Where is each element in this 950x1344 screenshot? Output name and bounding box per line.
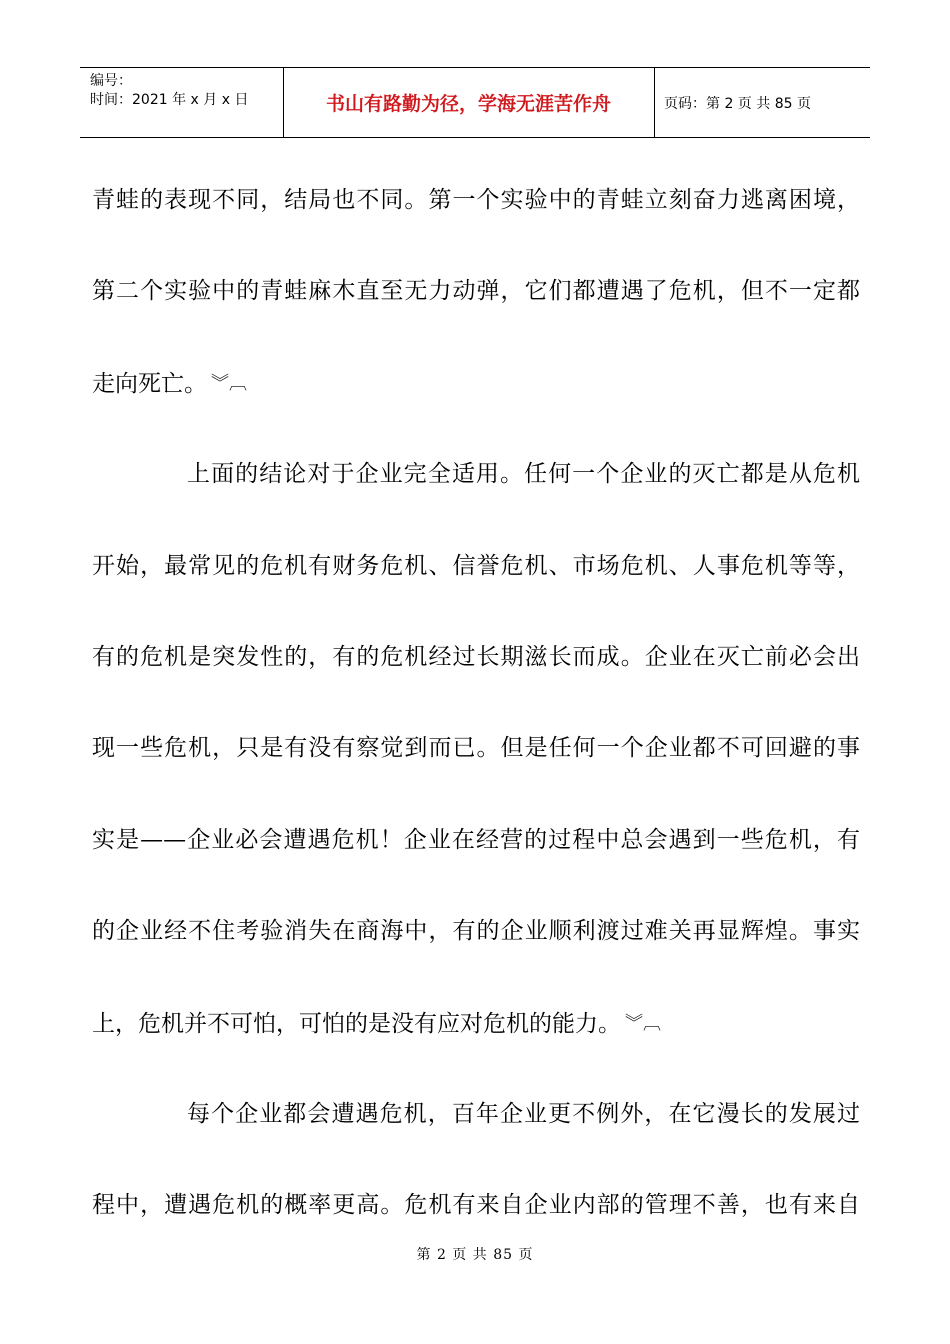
- page-header: [80, 67, 870, 138]
- paragraph-mark-icon: ︾︹: [211, 372, 247, 394]
- document-body: [92, 155, 860, 1252]
- text-line: 的企业经不住考验消失在商海中，有的企业顺利渡过难关再显辉煌。事实: [92, 918, 860, 945]
- header-page-info: 页码：第 2 页 共 85 页: [664, 95, 811, 112]
- text-line: [92, 978, 860, 1069]
- text-line: 上面的结论对于企业完全适用。任何一个企业的灭亡都是从危机: [187, 461, 860, 488]
- date-label: 时间：2021 年 x 月 x 日: [90, 92, 249, 108]
- text-line: [92, 338, 860, 429]
- paragraph-mark-icon: ︾︹: [625, 1012, 661, 1034]
- header-motto: 书山有路勤为径，学海无涯苦作舟: [325, 93, 611, 115]
- text-line: 实是——企业必会遭遇危机！企业在经营的过程中总会遇到一些危机，有: [92, 826, 860, 853]
- header-divider-right: [654, 68, 655, 137]
- text-line-content: 上，危机并不可怕，可怕的是没有应对危机的能力。: [92, 1010, 621, 1037]
- text-line: 第二个实验中的青蛙麻木直至无力动弹，它们都遭遇了危机，但不一定都: [92, 278, 860, 305]
- text-line: 有的危机是突发性的，有的危机经过长期滋长而成。企业在灭亡前必会出: [92, 643, 860, 670]
- text-line-content: 走向死亡。: [92, 370, 207, 397]
- text-line: 程中，遭遇危机的概率更高。危机有来自企业内部的管理不善，也有来自: [92, 1192, 860, 1219]
- text-line: 开始，最常见的危机有财务危机、信誉危机、市场危机、人事危机等等，: [92, 552, 860, 579]
- header-meta: [90, 72, 248, 110]
- serial-number-label: 编号：: [90, 73, 132, 89]
- text-line: 现一些危机，只是有没有察觉到而已。但是任何一个企业都不可回避的事: [92, 735, 860, 762]
- text-line: 每个企业都会遭遇危机，百年企业更不例外，在它漫长的发展过: [187, 1100, 860, 1127]
- page-footer: 第 2 页 共 85 页: [416, 1247, 534, 1263]
- text-line: 青蛙的表现不同，结局也不同。第一个实验中的青蛙立刻奋力逃离困境，: [92, 187, 860, 213]
